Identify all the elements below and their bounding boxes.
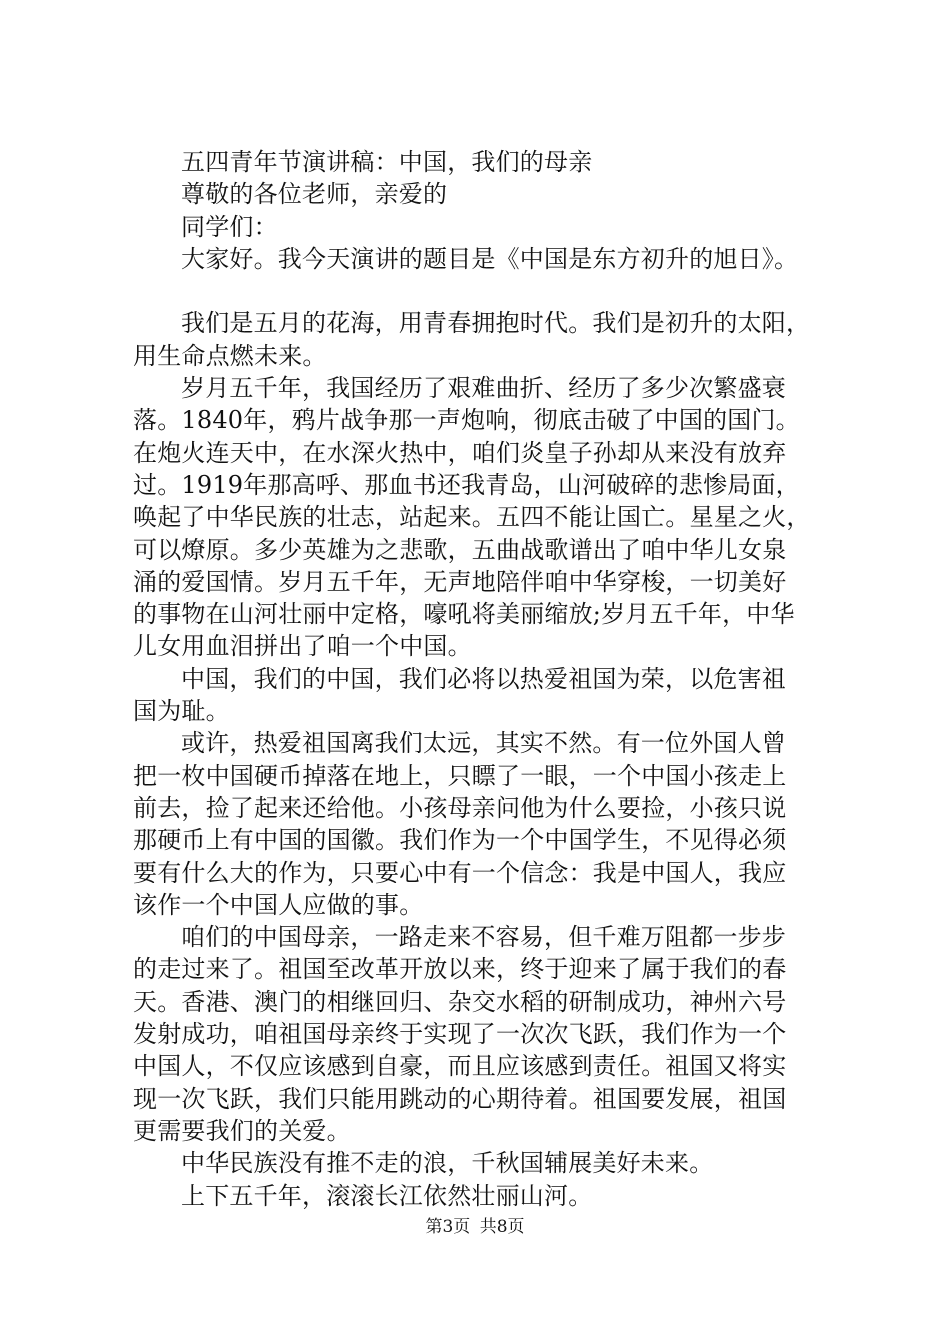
text-line: 要有什么大的作为，只要心中有一个信念：我是中国人，我应 — [133, 858, 787, 887]
intro-line: 大家好。我今天演讲的题目是《中国是东方初升的旭日》。 — [181, 244, 799, 273]
text-line: 把一枚中国硬币掉落在地上，只瞟了一眼，一个中国小孩走上 — [133, 761, 787, 790]
page-number: 第3页 — [425, 1217, 471, 1237]
text-line: 天。香港、澳门的相继回归、杂交水稻的研制成功，神州六号 — [133, 987, 787, 1016]
page-total: 共8页 — [479, 1217, 525, 1237]
text-line: 上下五千年，滚滚长江依然壮丽山河。 — [181, 1181, 593, 1210]
text-line: 用生命点燃未来。 — [133, 341, 327, 370]
text-line: 可以燎原。多少英雄为之悲歌，五曲战歌谱出了咱中华儿女泉 — [133, 535, 787, 564]
text-line: 中国人，不仅应该感到自豪，而且应该感到责任。祖国又将实 — [133, 1052, 787, 1081]
text-line: 或许，热爱祖国离我们太远，其实不然。有一位外国人曾 — [181, 729, 786, 758]
text-line: 我们是五月的花海，用青春拥抱时代。我们是初升的太阳， — [181, 309, 811, 338]
text-line: 在炮火连天中，在水深火热中，咱们炎皇子孙却从来没有放弃 — [133, 438, 787, 467]
text-line: 唤起了中华民族的壮志，站起来。五四不能让国亡。星星之火， — [133, 503, 811, 532]
text-line: 过。1919年那高呼、那血书还我青岛，山河破碎的悲惨局面， — [133, 470, 800, 499]
text-line: 那硬币上有中国的国徽。我们作为一个中国学生，不见得必须 — [133, 826, 787, 855]
text-line: 落。1840年，鸦片战争那一声炮响，彻底击破了中国的国门。 — [133, 406, 800, 435]
text-line: 发射成功，咱祖国母亲终于实现了一次次飞跃，我们作为一个 — [133, 1020, 787, 1049]
document-title: 五四青年节演讲稿：中国，我们的母亲 — [181, 148, 593, 176]
text-line: 中华民族没有推不走的浪，千秋国辅展美好未来。 — [181, 1149, 714, 1178]
greeting-line: 尊敬的各位老师，亲爱的 — [181, 180, 448, 209]
text-line: 儿女用血泪拼出了咱一个中国。 — [133, 632, 472, 661]
greeting-line: 同学们： — [181, 212, 278, 241]
text-line: 咱们的中国母亲，一路走来不容易，但千难万阻都一步步 — [181, 923, 786, 952]
text-line: 更需要我们的关爱。 — [133, 1116, 351, 1145]
text-line: 现一次飞跃，我们只能用跳动的心期待着。祖国要发展，祖国 — [133, 1084, 787, 1113]
text-line: 中国，我们的中国，我们必将以热爱祖国为荣，以危害祖 — [181, 664, 786, 693]
text-line: 国为耻。 — [133, 697, 230, 726]
text-line: 前去，捡了起来还给他。小孩母亲问他为什么要捡，小孩只说 — [133, 793, 787, 822]
text-line: 的走过来了。祖国至改革开放以来，终于迎来了属于我们的春 — [133, 955, 787, 984]
document-body — [133, 146, 853, 1212]
text-line: 的事物在山河壮丽中定格，嚎吼将美丽缩放;岁月五千年，中华 — [133, 600, 795, 629]
page-footer — [0, 1217, 950, 1237]
text-line: 该作一个中国人应做的事。 — [133, 890, 424, 919]
paragraph-gap — [133, 275, 853, 307]
text-line: 涌的爱国情。岁月五千年，无声地陪伴咱中华穿梭，一切美好 — [133, 567, 787, 596]
text-line: 岁月五千年，我国经历了艰难曲折、经历了多少次繁盛衰 — [181, 374, 786, 403]
